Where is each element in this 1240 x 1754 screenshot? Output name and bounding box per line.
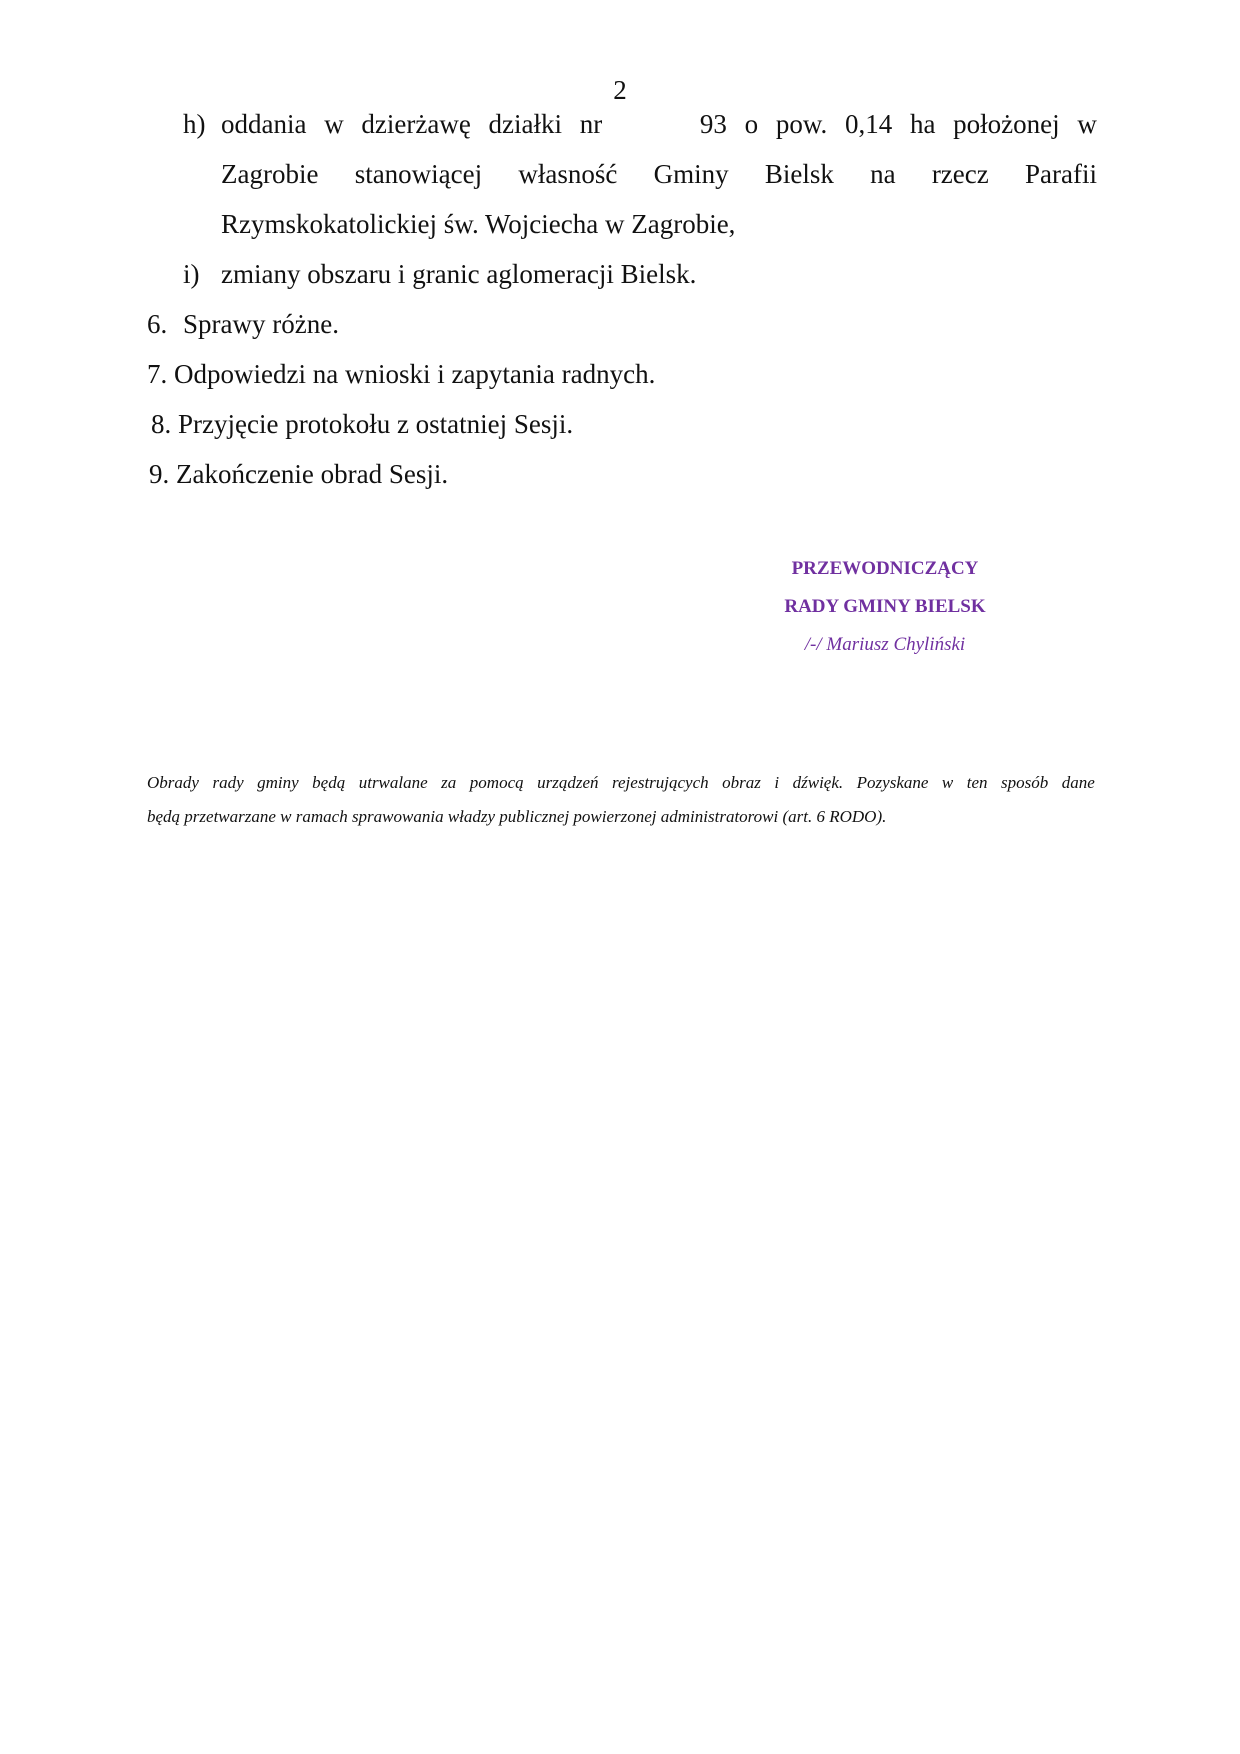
word: rzecz bbox=[931, 159, 989, 189]
word: Obrady bbox=[147, 773, 199, 792]
agenda-item-h-line-1 bbox=[221, 106, 1097, 142]
agenda-item-6-marker: 6. bbox=[147, 309, 168, 339]
word: działki bbox=[488, 109, 562, 139]
word: urządzeń bbox=[537, 773, 599, 792]
word: będą bbox=[312, 773, 346, 792]
word: o bbox=[744, 109, 759, 139]
signature-name: /-/ Mariusz Chyliński bbox=[804, 634, 966, 655]
word: w bbox=[941, 773, 954, 792]
page-number: 2 bbox=[613, 75, 627, 105]
word: dane bbox=[1061, 773, 1095, 792]
recording-notice-line-1 bbox=[147, 766, 1095, 800]
word: na bbox=[870, 159, 896, 189]
word: Gminy bbox=[653, 159, 729, 189]
word: pomocą bbox=[469, 773, 524, 792]
word: oddania bbox=[221, 109, 307, 139]
agenda-item-6-text: Sprawy różne. bbox=[183, 309, 339, 339]
word: Parafii bbox=[1024, 159, 1097, 189]
word: sposób bbox=[1001, 773, 1049, 792]
word: za bbox=[441, 773, 457, 792]
word: w bbox=[324, 109, 344, 139]
word: ten bbox=[966, 773, 988, 792]
word: rady bbox=[212, 773, 244, 792]
recording-notice bbox=[147, 766, 1095, 834]
recording-notice-line-2: będą przetwarzane w ramach sprawowania władzy publicznej powierzonej administratorowi (art. 6 RODO). bbox=[147, 807, 887, 826]
word: obraz bbox=[722, 773, 761, 792]
word: 0,14 bbox=[845, 109, 893, 139]
agenda-item-h-line-3: Rzymskokatolickiej św. Wojciecha w Zagrobie, bbox=[221, 209, 736, 239]
agenda-item-i-marker: i) bbox=[183, 259, 200, 289]
word: Bielsk bbox=[764, 159, 834, 189]
agenda-item-i-text: zmiany obszaru i granic aglomeracji Bielsk. bbox=[221, 259, 697, 289]
agenda-item-h-marker: h) bbox=[183, 109, 206, 139]
word: własność bbox=[518, 159, 618, 189]
agenda-item-h-line-2 bbox=[221, 156, 1097, 192]
word: 93 bbox=[699, 109, 727, 139]
word: położonej bbox=[953, 109, 1060, 139]
word: Zagrobie bbox=[221, 159, 319, 189]
word: w bbox=[1077, 109, 1097, 139]
word: gminy bbox=[257, 773, 299, 792]
agenda-item-9: 9. Zakończenie obrad Sesji. bbox=[149, 459, 449, 489]
word: i bbox=[774, 773, 780, 792]
word: dzierżawę bbox=[361, 109, 471, 139]
word: dźwięk. bbox=[792, 773, 844, 792]
word: utrwalane bbox=[358, 773, 428, 792]
signature-council: RADY GMINY BIELSK bbox=[784, 596, 986, 617]
signature-title: PRZEWODNICZĄCY bbox=[791, 558, 979, 579]
word: pow. bbox=[775, 109, 828, 139]
word: Pozyskane bbox=[856, 773, 929, 792]
word: stanowiącej bbox=[354, 159, 483, 189]
word: ha bbox=[909, 109, 936, 139]
agenda-item-8: 8. Przyjęcie protokołu z ostatniej Sesji. bbox=[151, 409, 574, 439]
word: nr bbox=[579, 109, 603, 139]
agenda-item-7: 7. Odpowiedzi na wnioski i zapytania radnych. bbox=[147, 359, 656, 389]
word: rejestrujących bbox=[612, 773, 709, 792]
